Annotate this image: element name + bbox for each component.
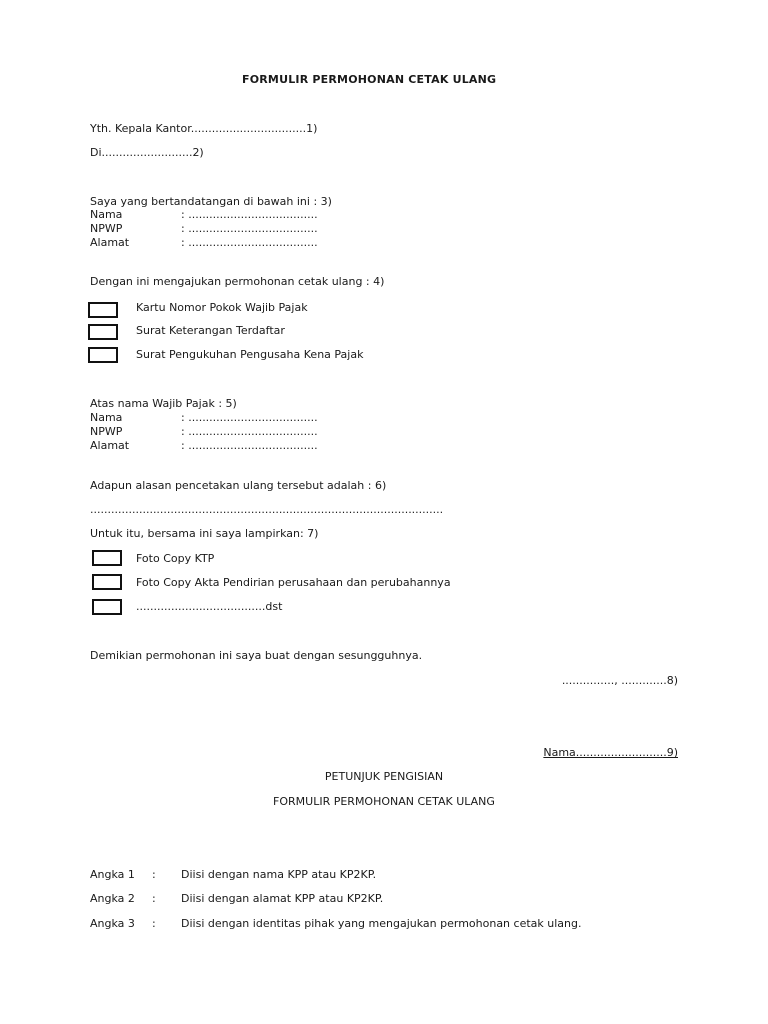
instruction-sep-2: : (152, 892, 156, 905)
applicant-address-value: : ..................................... (181, 236, 318, 249)
taxpayer-npwp-label: NPWP (90, 425, 123, 438)
applicant-intro: Saya yang bertandatangan di bawah ini : 3) (90, 195, 332, 208)
instruction-sep-1: : (152, 868, 156, 881)
attachment-deed: Foto Copy Akta Pendirian perusahaan dan perubahannya (136, 576, 451, 589)
place-date: ..............., .............8) (561, 674, 678, 687)
taxpayer-name-value: : ..................................... (181, 411, 318, 424)
checkbox-npwp-card[interactable] (88, 302, 118, 318)
instructions-heading: PETUNJUK PENGISIAN (324, 770, 444, 783)
instruction-sep-3: : (152, 917, 156, 930)
instruction-label-3: Angka 3 (90, 917, 135, 930)
reason-line: ..................................................................................................... (90, 503, 444, 516)
instruction-text-2: Diisi dengan alamat KPP atau KP2KP. (181, 892, 384, 905)
applicant-npwp-value: : ..................................... (181, 222, 318, 235)
form-title: FORMULIR PERMOHONAN CETAK ULANG (242, 73, 497, 86)
recipient-location: Di..........................2) (90, 146, 204, 159)
instruction-label-2: Angka 2 (90, 892, 135, 905)
applicant-name-label: Nama (90, 208, 123, 221)
instruction-label-1: Angka 1 (90, 868, 135, 881)
instruction-text-3: Diisi dengan identitas pihak yang mengajukan permohonan cetak ulang. (181, 917, 582, 930)
closing-statement: Demikian permohonan ini saya buat dengan sesungguhnya. (90, 649, 423, 662)
checkbox-deed[interactable] (92, 574, 122, 590)
applicant-address-label: Alamat (90, 236, 130, 249)
taxpayer-name-label: Nama (90, 411, 123, 424)
recipient-line: Yth. Kepala Kantor.................................1) (90, 122, 318, 135)
option-sppkp: Surat Pengukuhan Pengusaha Kena Pajak (136, 348, 364, 361)
checkbox-sppkp[interactable] (88, 347, 118, 363)
instruction-text-1: Diisi dengan nama KPP atau KP2KP. (181, 868, 377, 881)
applicant-name-value: : ..................................... (181, 208, 318, 221)
applicant-npwp-label: NPWP (90, 222, 123, 235)
reason-intro: Adapun alasan pencetakan ulang tersebut adalah : 6) (90, 479, 387, 492)
option-skt: Surat Keterangan Terdaftar (136, 324, 285, 337)
attachment-ktp: Foto Copy KTP (136, 552, 215, 565)
taxpayer-intro: Atas nama Wajib Pajak : 5) (90, 397, 237, 410)
attachments-intro: Untuk itu, bersama ini saya lampirkan: 7) (90, 527, 319, 540)
option-npwp-card: Kartu Nomor Pokok Wajib Pajak (136, 301, 308, 314)
taxpayer-address-label: Alamat (90, 439, 130, 452)
checkbox-ktp[interactable] (92, 550, 122, 566)
attachment-other: .....................................dst (136, 600, 283, 613)
taxpayer-npwp-value: : ..................................... (181, 425, 318, 438)
request-intro: Dengan ini mengajukan permohonan cetak ulang : 4) (90, 275, 385, 288)
instructions-subheading: FORMULIR PERMOHONAN CETAK ULANG (273, 795, 495, 808)
checkbox-skt[interactable] (88, 324, 118, 340)
checkbox-other[interactable] (92, 599, 122, 615)
signature-name: Nama..........................9) (543, 746, 678, 759)
taxpayer-address-value: : ..................................... (181, 439, 318, 452)
